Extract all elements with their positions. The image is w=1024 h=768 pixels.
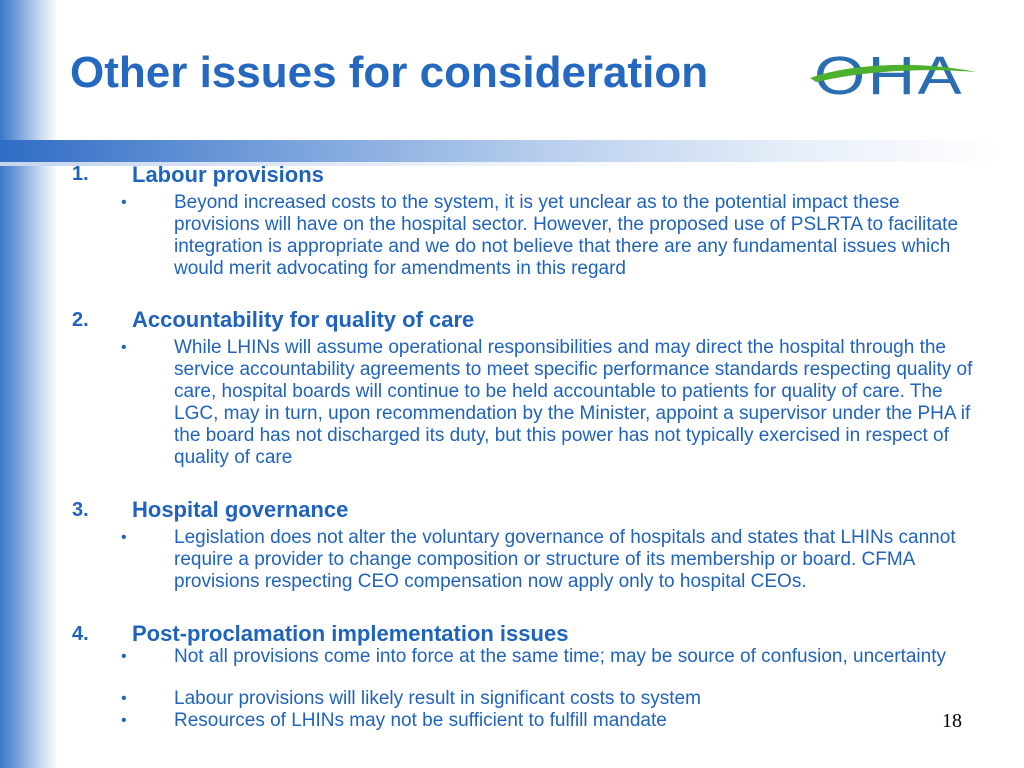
item-heading-labour-provisions: Labour provisions (132, 162, 324, 187)
bullet-dot: • (121, 712, 127, 729)
item-heading-post-proclamation: Post-proclamation implementation issues (132, 621, 569, 646)
bullet-text: Legislation does not alter the voluntary governance of hospitals and states that LHINs cannot require a provider to change composition or structure of its membership or board. CFMA provisions respecting CEO compensation now apply only to hospital CEOs. (174, 527, 956, 592)
bullet-text: While LHINs will assume operational responsibilities and may direct the hospital through the service accountability agreements to meet specific performance standards respecting quality of care, hospital boards will continue to be held accountable to patients for quality of care. The LGC, may in turn, upon recommendation by the Minister, appoint a supervisor under the PHA if the board has not discharged its duty, but this power has not typically exercised in respect of quality of care (174, 337, 973, 468)
item-number: 1. (72, 163, 89, 185)
bullet-text: Labour provisions will likely result in significant costs to system (174, 688, 701, 709)
item-number: 4. (72, 623, 89, 645)
bullet-dot: • (121, 339, 127, 356)
bullet-dot: • (121, 648, 127, 665)
bullet-dot: • (121, 194, 127, 211)
page-number: 18 (942, 710, 962, 732)
item-heading-accountability: Accountability for quality of care (132, 307, 475, 332)
oha-logo-text: OHA (814, 46, 964, 102)
bullet-text: Resources of LHINs may not be sufficient to fulfill mandate (174, 710, 667, 731)
item-number: 3. (72, 499, 89, 521)
bullet-dot: • (121, 690, 127, 707)
item-heading-hospital-governance: Hospital governance (132, 497, 349, 522)
item-number: 2. (72, 309, 89, 331)
bullet-text: Not all provisions come into force at the same time; may be source of confusion, uncertainty (174, 646, 946, 667)
bullet-text: Beyond increased costs to the system, it is yet unclear as to the potential impact these provisions will have on the hospital sector. However, the proposed use of PSLRTA to facilitate integration is appropriate and we do not believe that there are any fundamental issues which would merit advocating for amendments in this regard (174, 192, 959, 279)
slide-title: Other issues for consideration (70, 48, 709, 97)
bullet-dot: • (121, 529, 127, 546)
